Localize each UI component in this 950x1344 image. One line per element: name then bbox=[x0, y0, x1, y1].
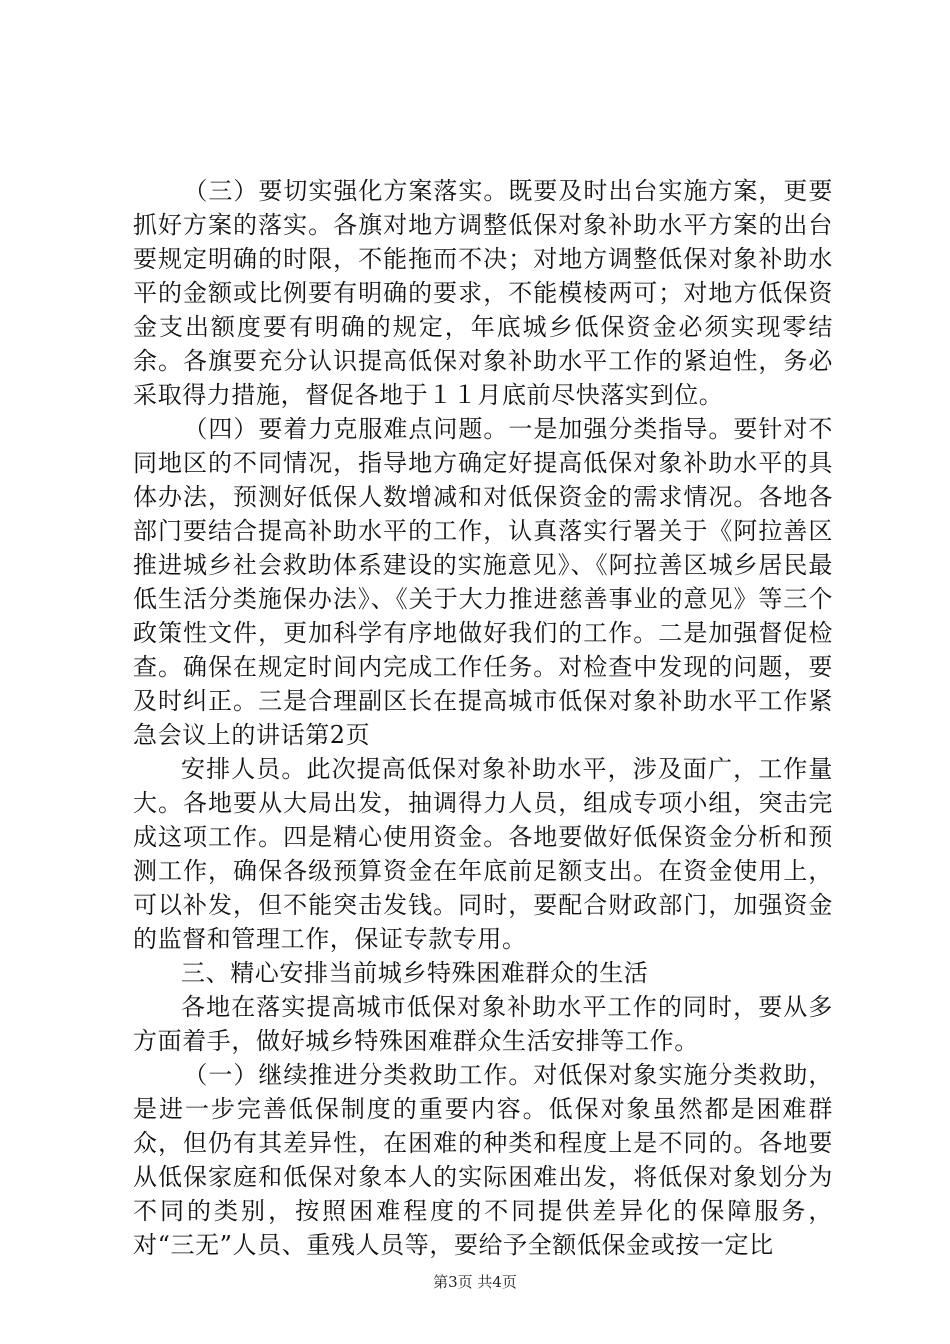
paragraph-section-3: （三）要切实强化方案落实。既要及时出台实施方案，更要抓好方案的落实。各旗对地方调整低保对象补助水平方案的出台要规定明确的时限，不能拖而不决；对地方调整低保对象补助水平的金额或比例要有明确的要求，不能模棱两可；对地方低保资金支出额度要有明确的规定，年底城乡低保资金必须实现零结余。各旗要充分认识提高低保对象补助水平工作的紧迫性，务必采取得力措施，督促各地于１１月底前尽快落实到位。 bbox=[133, 177, 833, 409]
paragraph-subsection-1: （一）继续推进分类救助工作。对低保对象实施分类救助，是进一步完善低保制度的重要内容。低保对象虽然都是困难群众，但仍有其差异性，在困难的种类和程度上是不同的。各地要从低保家庭和低保对象本人的实际困难出发，将低保对象划分为不同的类别，按照困难程度的不同提供差异化的保障服务，对“三无”人员、重残人员等，要给予全额低保金或按一定比 bbox=[133, 1061, 833, 1259]
document-body bbox=[133, 174, 833, 1262]
paragraph-continuation: 安排人员。此次提高低保对象补助水平，涉及面广，工作量大。各地要从大局出发，抽调得力人员，组成专项小组，突击完成这项工作。四是精心使用资金。各地要做好低保资金分析和预测工作，确保各级预算资金在年底前足额支出。在资金使用上，可以补发，但不能突击发钱。同时，要配合财政部门，加强资金的监督和管理工作，保证专款专用。 bbox=[133, 755, 833, 953]
page-footer: 第3页 共4页 bbox=[433, 1273, 517, 1291]
paragraph-intro: 各地在落实提高城市低保对象补助水平工作的同时，要从多方面着手，做好城乡特殊困难群众生活安排等工作。 bbox=[133, 993, 833, 1055]
heading-section-three: 三、精心安排当前城乡特殊困难群众的生活 bbox=[181, 959, 649, 987]
paragraph-section-4: （四）要着力克服难点问题。一是加强分类指导。要针对不同地区的不同情况，指导地方确定好提高低保对象补助水平的具体办法，预测好低保人数增减和对低保资金的需求情况。各地各部门要结合提高补助水平的工作，认真落实行署关于《阿拉善区推进城乡社会救助体系建设的实施意见》、《阿拉善区城乡居民最低生活分类施保办法》、《关于大力推进慈善事业的意见》等三个政策性文件，更加科学有序地做好我们的工作。二是加强督促检查。确保在规定时间内完成工作任务。对检查中发现的问题，要及时纠正。三是合理副区长在提高城市低保对象补助水平工作紧急会议上的讲话第2页 bbox=[133, 415, 833, 749]
